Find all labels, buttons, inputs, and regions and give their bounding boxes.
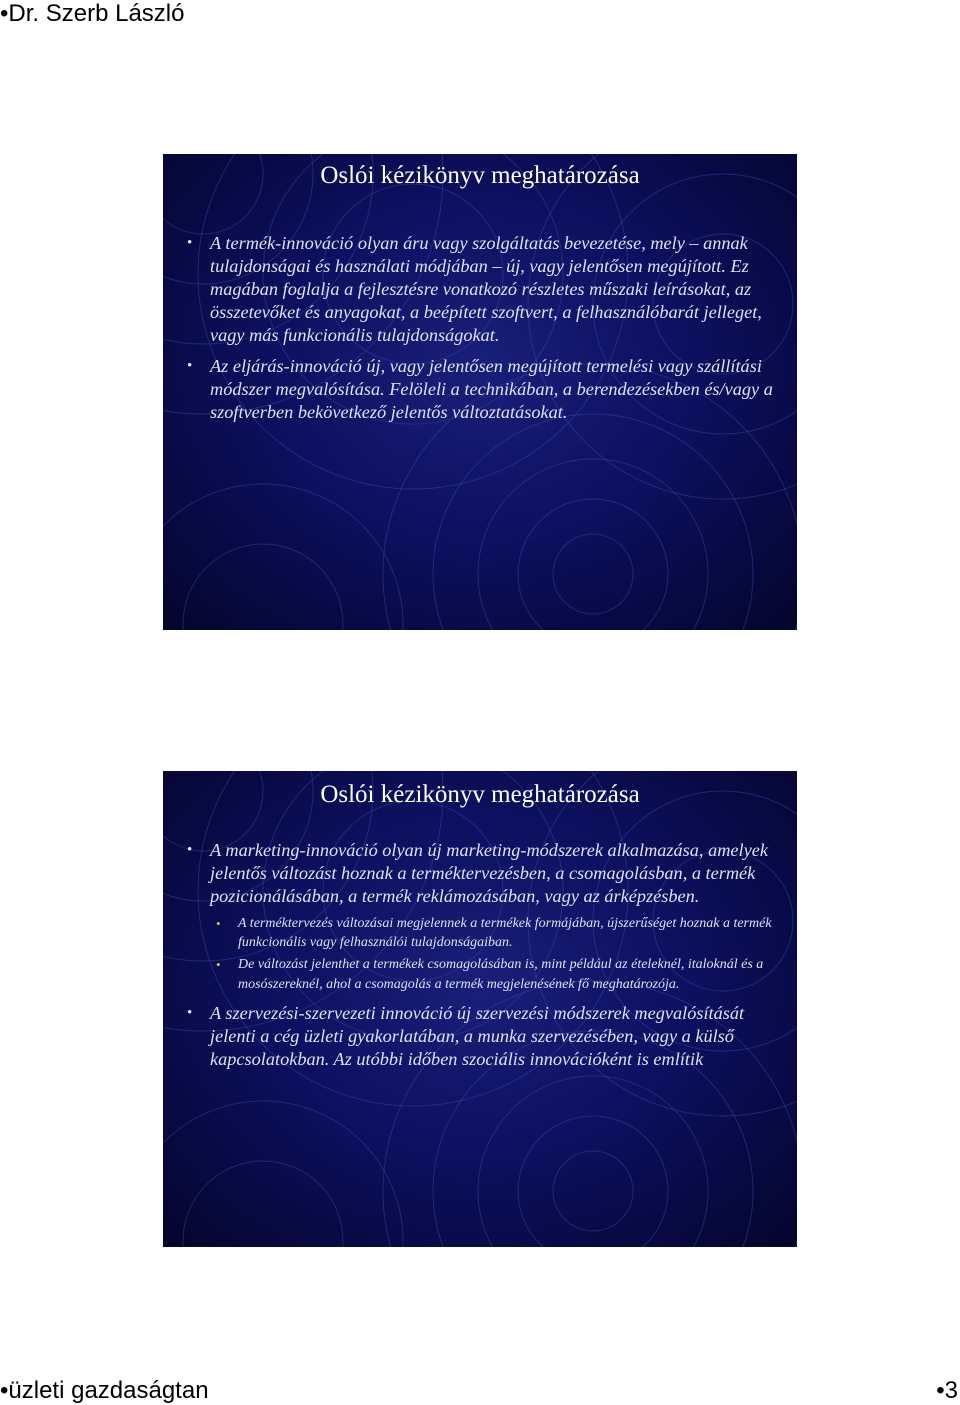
page-header: •Dr. Szerb László xyxy=(0,0,185,27)
slide-2 xyxy=(163,771,797,1247)
page-footer: •üzleti gazdaságtan xyxy=(0,1377,209,1404)
list-item: • A szervezési-szervezeti innováció új szervezési módszerek megvalósítását jelenti a cég üzleti gyakorlatában, a munka szervezésében, vagy a külső kapcsolatokban. Az utóbbi időben szociális innovációként is említik xyxy=(187,1002,783,1071)
list-item xyxy=(187,839,783,994)
list-item: • Az eljárás-innováció új, vagy jelentősen megújított termelési vagy szállítási módszer megvalósítása. Felöleli a technikában, a berendezésekben és/vagy a szoftverben bekövetkező jelentős változtatásokat. xyxy=(187,355,783,424)
page-number: •3 xyxy=(936,1377,958,1404)
list-item: • A termék-innováció olyan áru vagy szolgáltatás bevezetése, mely – annak tulajdonságai és használati módjában – új, vagy jelentősen megújított. Ez magában foglalja a fejlesztésre vonatkozó részletes műszaki leírásokat, az összetevőket és anyagokat, a beépített szoftvert, a felhasználóbarát jelleget, vagy más funkcionális tulajdonságokat. xyxy=(187,232,783,347)
sub-list-item: • A terméktervezés változásai megjelennek a termékek formájában, újszerűséget hoznak a termék funkcionális vagy felhasználói tulajdonságaiban. xyxy=(210,914,783,952)
bullet-list xyxy=(187,839,783,1079)
list-item-text: A marketing-innováció olyan új marketing-módszerek alkalmazása, amelyek jelentős változást hoznak a terméktervezésben, a csomagolásban, a termék pozicionálásában, a termék reklámozásában, vagy az árképzésben. xyxy=(210,840,768,906)
sub-list-item: • De változást jelenthet a termékek csomagolásában is, mint például az ételeknél, italoknál és a mosószereknél, ahol a csomagolás a termék megjelenésének fő meghatározója. xyxy=(210,955,783,993)
sub-bullet-list xyxy=(210,914,783,994)
slide-title: Oslói kézikönyv meghatározása xyxy=(320,781,640,808)
bullet-list xyxy=(187,232,783,432)
slide-1 xyxy=(163,154,797,630)
slide-title: Oslói kézikönyv meghatározása xyxy=(320,162,640,189)
